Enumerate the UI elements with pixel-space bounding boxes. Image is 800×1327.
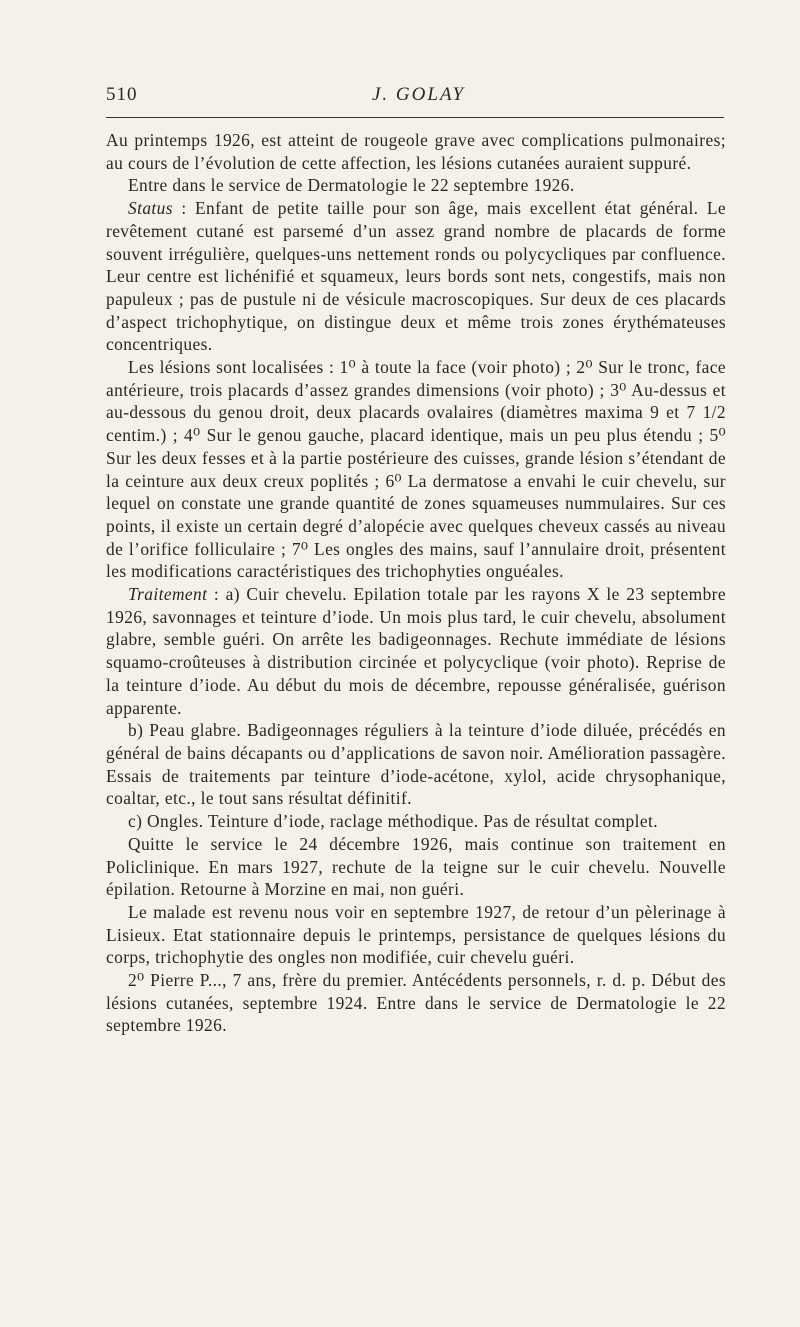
paragraph-text: Au printemps 1926, est atteint de rougeole grave avec complications pulmonaires; au cours de l’évolution de cette affection, les lésions cutanées auraient suppuré. (106, 130, 726, 173)
paragraph (106, 197, 726, 356)
paragraph (106, 356, 726, 583)
paragraph-lead: Traitement (128, 584, 208, 605)
header-rule (106, 117, 724, 118)
paragraph-text: b) Peau glabre. Badigeonnages réguliers à la teinture d’iode diluée, précédés en général de bains décapants ou d’applications de savon noir. Amélioration passagère. Essais de traitements par teinture d’iode-acétone, xylol, acide chrysophanique, coaltar, etc., le tout sans résultat définitif. (106, 720, 726, 809)
paragraph-text: c) Ongles. Teinture d’iode, raclage méthodique. Pas de résultat complet. (128, 811, 658, 832)
running-title: J. GOLAY (372, 84, 466, 105)
paragraph (106, 833, 726, 901)
body-text (106, 129, 726, 1037)
paragraph (106, 810, 726, 833)
paragraph (106, 719, 726, 810)
page-number: 510 (106, 84, 138, 105)
paragraph-text: Entre dans le service de Dermatologie le 22 septembre 1926. (128, 175, 575, 196)
paragraph (106, 583, 726, 719)
paragraph (106, 174, 726, 197)
paragraph-lead: Status (128, 198, 173, 219)
paragraph-text: Le malade est revenu nous voir en septembre 1927, de retour d’un pèlerinage à Lisieux. Etat stationnaire depuis le printemps, persistance de quelques lésions du corps, trichophytie des ongles non modifiée, cuir chevelu guéri. (106, 901, 726, 968)
paragraph (106, 129, 726, 174)
paragraph (106, 901, 726, 969)
paragraph-text: Quitte le service le 24 décembre 1926, mais continue son traitement en Policlinique. En mars 1927, rechute de la teigne sur le cuir chevelu. Nouvelle épilation. Retourne à Morzine en mai, non guéri. (106, 833, 726, 900)
paragraph-text: : a) Cuir chevelu. Epilation totale par les rayons X le 23 septembre 1926, savonnages et teinture d’iode. Un mois plus tard, le cuir chevelu, absolument glabre, semble guéri. On arrête les badigeonnages. Rechute immédiate de lésions squamo-croûteuses à distribution circinée et polycyclique (voir photo). Reprise de la teinture d’iode. Au début du mois de décembre, repousse généralisée, guérison apparente. (106, 584, 726, 718)
paragraph-text: : Enfant de petite taille pour son âge, mais excellent état général. Le revêtement cutané est parsemé d’un assez grand nombre de placards de forme souvent irrégulière, quelques-uns nettement ronds ou polycycliques par confluence. Leur centre est lichénifié et squameux, leurs bords sont nets, congestifs, mais non papuleux ; pas de pustule ni de vésicule macroscopiques. Sur deux de ces placards d’aspect trichophytique, on distingue deux et même trois zones érythémateuses concentriques. (106, 198, 726, 355)
paragraph-text: Les lésions sont localisées : 1⁰ à toute la face (voir photo) ; 2⁰ Sur le tronc, face antérieure, trois placards d’assez grandes dimensions (voir photo) ; 3⁰ Au-dessus et au-dessous du genou droit, deux placards ovalaires (diamètres maxima 9 et 7 1/2 centim.) ; 4⁰ Sur le genou gauche, placard identique, mais un peu plus étendu ; 5⁰ Sur les deux fesses et à la partie postérieure des cuisses, grande lésion s’étendant de la ceinture aux deux creux poplités ; 6⁰ La dermatose a envahi le cuir chevelu, sur lequel on constate une grande quantité de zones squameuses nummulaires. Sur ces points, il existe un certain degré d’alopécie avec quelques cheveux cassés au niveau de l’orifice folliculaire ; 7⁰ Les ongles des mains, sauf l’annulaire droit, présentent les modifications caractéristiques des trichophyties onguéales. (106, 357, 726, 582)
page-header (106, 84, 724, 108)
paragraph-text: 2⁰ Pierre P..., 7 ans, frère du premier. Antécédents personnels, r. d. p. Début des lésions cutanées, septembre 1924. Entre dans le service de Dermatologie le 22 septembre 1926. (106, 970, 726, 1036)
paragraph (106, 969, 726, 1037)
